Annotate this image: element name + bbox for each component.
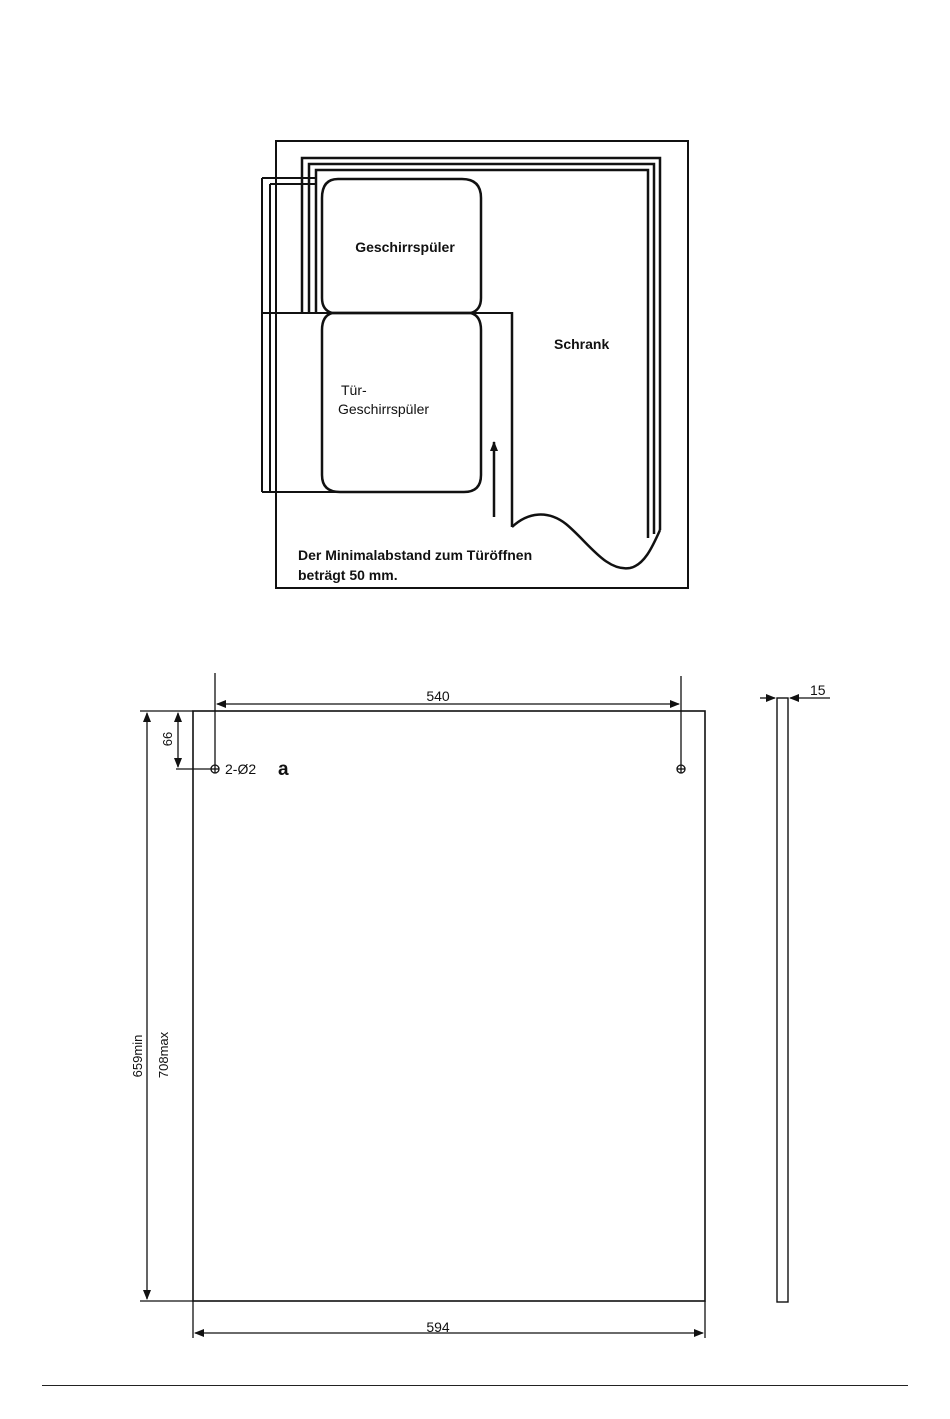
panel-side-view xyxy=(777,698,788,1302)
dim-540-label: 540 xyxy=(426,688,450,704)
mounting-hole-right xyxy=(677,765,685,773)
door-label-line1: Tür- xyxy=(341,382,367,398)
dim-66-label: 66 xyxy=(160,731,175,747)
hole-spec-label: 2-Ø2 xyxy=(225,761,257,777)
dim-height-min-label: 659min xyxy=(130,1034,145,1078)
door-label-line2: Geschirrspüler xyxy=(338,401,430,417)
page-divider xyxy=(42,1385,908,1386)
dim-15-label: 15 xyxy=(810,682,826,698)
dim-594-label: 594 xyxy=(426,1319,450,1335)
cabinet-label: Schrank xyxy=(554,336,610,352)
cabinet-cut-wave xyxy=(512,515,660,569)
dishwasher-label: Geschirrspüler xyxy=(355,239,455,255)
note-line1: Der Minimalabstand zum Türöffnen xyxy=(298,547,533,563)
hole-marker-label: a xyxy=(278,759,289,780)
dim-height-max-label: 708max xyxy=(156,1031,171,1079)
clearance-diagram xyxy=(262,141,688,588)
panel-outline xyxy=(193,711,705,1301)
note-line2: beträgt 50 mm. xyxy=(298,567,398,583)
mounting-hole-left xyxy=(211,765,219,773)
